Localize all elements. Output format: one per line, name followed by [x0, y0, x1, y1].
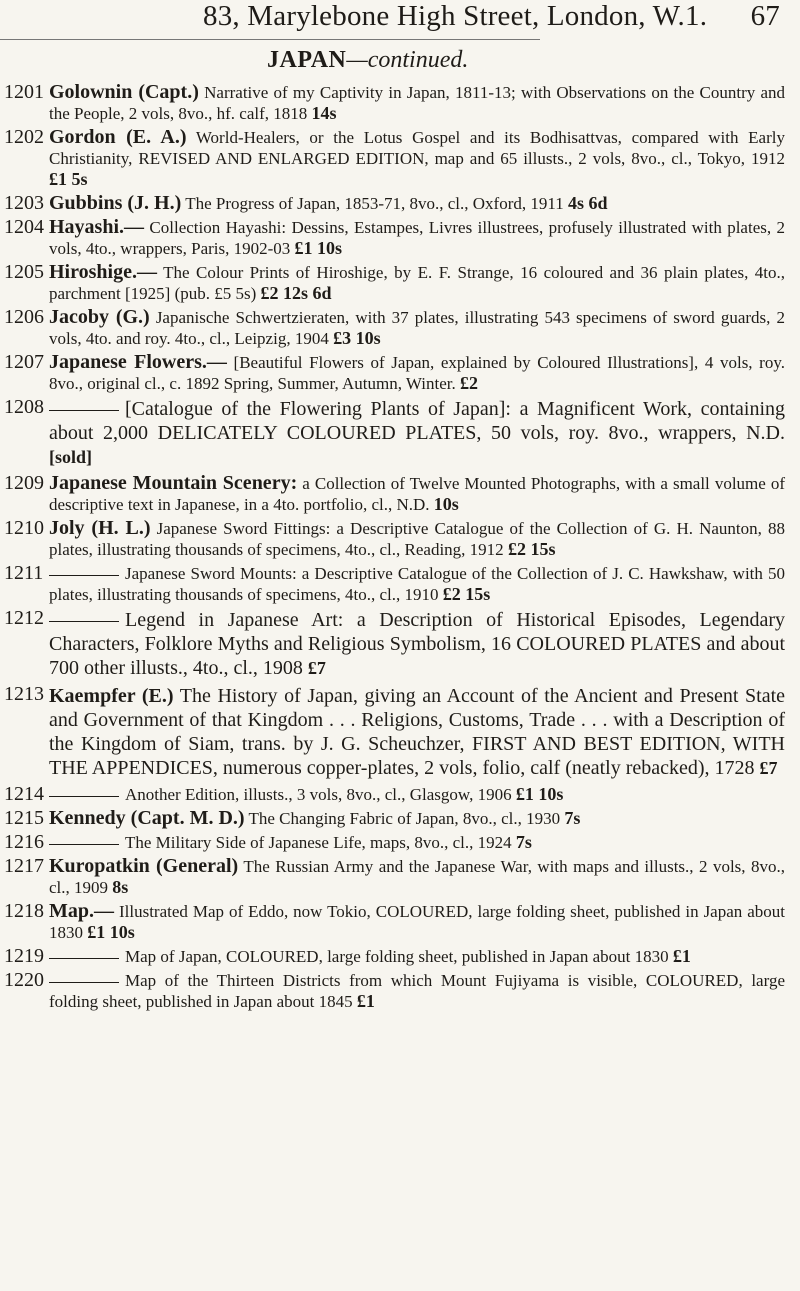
entry-text: Illustrated Map of Eddo, now Tokio, COLOURED, large folding sheet, published in Japan about 1830: [49, 902, 785, 942]
entry-number: 1202: [4, 126, 44, 148]
entry-description: [49, 473, 785, 515]
entry-description: [49, 518, 785, 560]
entry-text: [Beautiful Flowers of Japan, explained by Coloured Illustrations], 4 vols, roy. 8vo., original cl., c. 1892 Spring, Summer, Autumn, Winter.: [49, 353, 785, 393]
entry-price: £1 5s: [49, 169, 88, 189]
entry-number: 1218: [4, 900, 44, 922]
entry-text: The Military Side of Japanese Life, maps, 8vo., cl., 1924: [125, 833, 512, 852]
header-rule: [0, 39, 540, 40]
entry-number: 1208: [4, 396, 44, 418]
section-title: JAPAN: [267, 47, 347, 73]
ditto-dash: [49, 575, 119, 576]
catalogue-entry: [0, 608, 800, 680]
entry-description: [49, 946, 785, 967]
entry-text: a Collection of Twelve Mounted Photographs, with a small volume of descriptive text in Japanese, in a 4to. portfolio, cl., N.D.: [49, 474, 786, 514]
ditto-dash: [49, 621, 119, 622]
catalogue-entry: [0, 684, 800, 780]
entry-author: Gordon (E. A.): [49, 126, 187, 148]
ditto-dash: [49, 958, 119, 959]
entry-text: Another Edition, illusts., 3 vols, 8vo., cl., Glasgow, 1906: [125, 785, 512, 804]
entry-number: 1207: [4, 351, 44, 373]
entry-description: [49, 127, 785, 190]
entry-number: 1210: [4, 517, 44, 539]
entry-number: 1211: [4, 562, 44, 584]
entry-text: Japanese Sword Fittings: a Descriptive Catalogue of the Collection of G. H. Naunton, 88 plates, illustrating thousands of specimens, 4to., cl., Reading, 1912: [49, 519, 785, 559]
entry-text: Map of Japan, COLOURED, large folding sheet, published in Japan about 1830: [125, 947, 669, 966]
entry-description: [49, 784, 785, 805]
entry-description: [49, 563, 785, 605]
entry-number: 1213: [4, 683, 44, 705]
entry-number: 1215: [4, 807, 44, 829]
entry-number: 1219: [4, 945, 44, 967]
ditto-dash: [49, 796, 119, 797]
catalogue-entry: [0, 127, 800, 190]
entry-author: Gubbins (J. H.): [49, 192, 182, 214]
entry-text: The Changing Fabric of Japan, 8vo., cl., 1930: [248, 809, 561, 828]
entry-price: £1: [356, 991, 375, 1011]
entry-author: Golownin (Capt.): [49, 81, 199, 103]
entry-text: The Colour Prints of Hiroshige, by E. F. Strange, 16 coloured and 36 plain plates, 4to., parchment [1925] (pub. £5 5s): [49, 263, 785, 303]
entry-description: [49, 262, 785, 304]
entry-author: Japanese Flowers.—: [49, 351, 227, 373]
entry-price: £2 12s 6d: [260, 283, 332, 303]
entry-number: 1214: [4, 783, 44, 805]
entry-description: [49, 217, 785, 259]
entry-description: [49, 307, 785, 349]
entry-author: Map.—: [49, 900, 114, 922]
catalogue-entry: [0, 856, 800, 898]
entry-author: Hayashi.—: [49, 216, 145, 238]
catalogue-entry: [0, 901, 800, 943]
entry-text: Legend in Japanese Art: a Description of Historical Episodes, Legendary Characters, Folklore Myths and Religious Symbolism, 16 COLOURED PLATES and about 700 other illusts., 4to., cl., 1908: [49, 609, 785, 679]
entry-price: 14s: [311, 103, 337, 123]
entry-price: £2 15s: [507, 539, 556, 559]
page-header: [0, 0, 800, 40]
catalogue-entry: [0, 473, 800, 515]
entry-description: [49, 397, 785, 469]
entry-number: 1203: [4, 192, 44, 214]
entry-text: Narrative of my Captivity in Japan, 1811-13; with Observations on the Country and the People, 2 vols, 8vo., hf. calf, 1818: [49, 83, 786, 123]
catalogue-entry: [0, 352, 800, 394]
entry-description: [49, 970, 785, 1012]
catalogue-entry: [0, 970, 800, 1012]
entry-number: 1201: [4, 81, 44, 103]
catalogue-entry: [0, 397, 800, 469]
entry-number: 1204: [4, 216, 44, 238]
catalogue-entry: [0, 217, 800, 259]
catalogue-entry: [0, 193, 800, 214]
catalogue-entry: [0, 832, 800, 853]
page-address: 83, Marylebone High Street, London, W.1.: [203, 0, 708, 32]
catalogue-entry: [0, 307, 800, 349]
entry-text: Collection Hayashi: Dessins, Estampes, Livres illustrees, profusely illustrated with plates, 2 vols, 4to., wrappers, Paris, 1902-03: [49, 218, 785, 258]
entry-description: [49, 856, 785, 898]
section-heading: [267, 47, 468, 74]
entry-price: £3 10s: [333, 328, 381, 348]
entry-description: [49, 352, 785, 394]
entry-text: The Russian Army and the Japanese War, with maps and illusts., 2 vols, 8vo., cl., 1909: [49, 857, 785, 897]
catalogue-entry: [0, 784, 800, 805]
entry-author: Kuropatkin (General): [49, 855, 239, 877]
ditto-dash: [49, 844, 119, 845]
entry-author: Joly (H. L.): [49, 517, 151, 539]
entry-description: [49, 608, 785, 680]
entry-price: £2 15s: [442, 584, 491, 604]
catalogue-entry: [0, 82, 800, 124]
entry-author: Hiroshige.—: [49, 261, 157, 283]
entry-price: 10s: [433, 494, 459, 514]
catalogue-entry: [0, 563, 800, 605]
entry-price: £1 10s: [515, 784, 564, 804]
ditto-dash: [49, 982, 119, 983]
entry-description: [49, 193, 785, 214]
catalogue-entry: [0, 518, 800, 560]
ditto-dash: [49, 410, 119, 411]
catalogue-entry: [0, 946, 800, 967]
entry-price: £7: [759, 758, 778, 778]
entry-price: £1: [672, 946, 691, 966]
entry-price: £2: [460, 373, 479, 393]
entry-price: £1 10s: [294, 238, 343, 258]
entry-number: 1205: [4, 261, 44, 283]
entry-number: 1209: [4, 472, 44, 494]
entry-price: 7s: [515, 832, 532, 852]
entry-text: Japanese Sword Mounts: a Descriptive Catalogue of the Collection of J. C. Hawkshaw, with 50 plates, illustrating thousands of specimens, 4to., cl., 1910: [49, 564, 785, 604]
entry-description: [49, 808, 785, 829]
catalogue-entry: [0, 808, 800, 829]
entry-text: [Catalogue of the Flowering Plants of Japan]: a Magnificent Work, containing about 2,000 DELICATELY COLOURED PLATES, 50 vols, roy. 8vo., wrappers, N.D.: [49, 398, 785, 444]
entry-description: [49, 901, 785, 943]
entry-number: 1212: [4, 607, 44, 629]
entry-price: 7s: [564, 808, 581, 828]
entry-description: [49, 684, 785, 780]
entry-author: Kaempfer (E.): [49, 685, 174, 707]
page-number: 67: [750, 0, 780, 32]
entry-author: Japanese Mountain Scenery:: [49, 472, 298, 494]
entry-author: Jacoby (G.): [49, 306, 150, 328]
catalogue-entry: [0, 262, 800, 304]
entry-description: [49, 82, 785, 124]
catalogue-entries: [0, 82, 800, 1015]
entry-number: 1220: [4, 969, 44, 991]
entry-text: World-Healers, or the Lotus Gospel and its Bodhisattvas, compared with Early Christianity, REVISED AND ENLARGED EDITION, map and 65 illusts., 2 vols, 8vo., cl., Tokyo, 1912: [49, 128, 785, 168]
section-suffix: —continued.: [346, 47, 469, 73]
entry-text: Map of the Thirteen Districts from which Mount Fujiyama is visible, COLOURED, large folding sheet, published in Japan about 1845: [49, 971, 785, 1011]
entry-price: £1 10s: [87, 922, 135, 942]
entry-author: Kennedy (Capt. M. D.): [49, 807, 245, 829]
entry-text: The Progress of Japan, 1853-71, 8vo., cl., Oxford, 1911: [185, 194, 564, 213]
entry-price: [sold]: [49, 447, 93, 467]
entry-price: 4s 6d: [567, 193, 608, 213]
entry-number: 1217: [4, 855, 44, 877]
entry-number: 1206: [4, 306, 44, 328]
entry-description: [49, 832, 785, 853]
entry-text: The History of Japan, giving an Account of the Ancient and Present State and Government of that Kingdom . . . Religions, Customs, Trade . . . with a Description of the Kingdom of Siam, trans. by J. G. Scheuchzer, FIRST AND BEST EDITION, WITH THE APPENDICES, numerous copper-plates, 2 vols, folio, calf (neatly rebacked), 1728: [49, 685, 786, 779]
entry-text: Japanische Schwertzieraten, with 37 plates, illustrating 543 specimens of sword guards, 2 vols, 4to. and roy. 4to., cl., Leipzig, 1904: [49, 308, 785, 348]
entry-price: 8s: [112, 877, 129, 897]
entry-price: £7: [307, 658, 326, 678]
entry-number: 1216: [4, 831, 44, 853]
